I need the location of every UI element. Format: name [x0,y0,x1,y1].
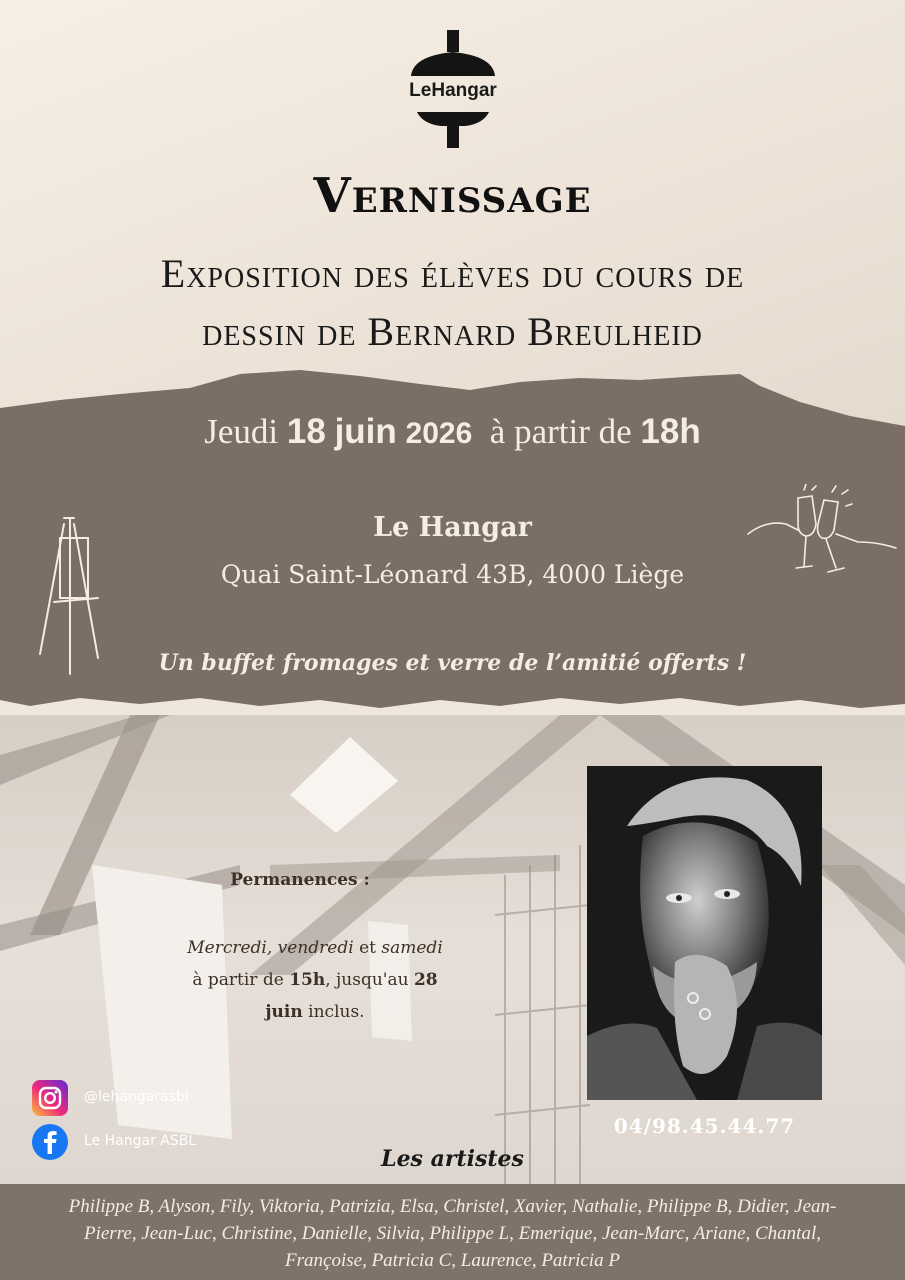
perm-end-day: 28 [413,970,438,990]
permanences-text [150,932,480,1028]
logo-text: LeHangar [409,80,497,101]
event-date [0,412,905,452]
permanences-title: Permanences : [230,870,370,890]
artists-title: Les artistes [381,1146,524,1172]
instagram-link[interactable] [32,1080,252,1116]
venue-address: Quai Saint-Léonard 43B, 4000 Liège [220,560,685,589]
toast-glasses-icon [746,484,898,580]
hangar-logo [403,30,503,150]
artists-line-2: Pierre, Jean-Luc, Christine, Danielle, Silvia, Philippe L, Emerique, Jean-Marc, Ariane, Chantal, [83,1223,821,1244]
perm-from: à partir de [192,970,284,990]
time-prefix: à partir de [489,412,632,451]
event-subtitle [40,245,865,361]
perm-days: Mercredi, vendredi [187,938,354,958]
subtitle-line-2: dessin de Bernard Breulheid [202,309,703,354]
perm-end-month: juin [265,1002,303,1022]
easel-icon [34,514,106,680]
event-time: 18h [640,412,701,451]
date-month: juin [334,412,397,451]
instagram-icon [32,1080,68,1116]
artists-line-1: Philippe B, Alyson, Fily, Viktoria, Patrizia, Elsa, Christel, Xavier, Nathalie, Philippe B, Didier, Jean- [68,1196,837,1217]
perm-start-time: 15h [289,970,326,990]
instagram-handle: @lehangarasbl [84,1089,189,1105]
venue-name: Le Hangar [373,512,532,543]
perm-until: , jusqu'au [325,970,409,990]
buffet-note: Un buffet fromages et verre de l’amitié offerts ! [158,650,747,676]
perm-day3: samedi [381,938,443,958]
subtitle-line-1: Exposition des élèves du cours de [160,251,745,296]
day-label: Jeudi [204,412,279,451]
facebook-page: Le Hangar ASBL [84,1133,197,1149]
artists-line-3: Françoise, Patricia C, Laurence, Patricia P [285,1250,620,1271]
date-year: 2026 [405,417,473,450]
perm-inclus: inclus. [308,1002,365,1022]
portrait-drawing [587,766,822,1100]
perm-and: et [359,938,376,958]
phone-number: 04/98.45.44.77 [613,1114,796,1138]
artists-list [28,1193,877,1274]
date-day: 18 [286,412,326,451]
page-title: Vernissage [313,168,592,224]
